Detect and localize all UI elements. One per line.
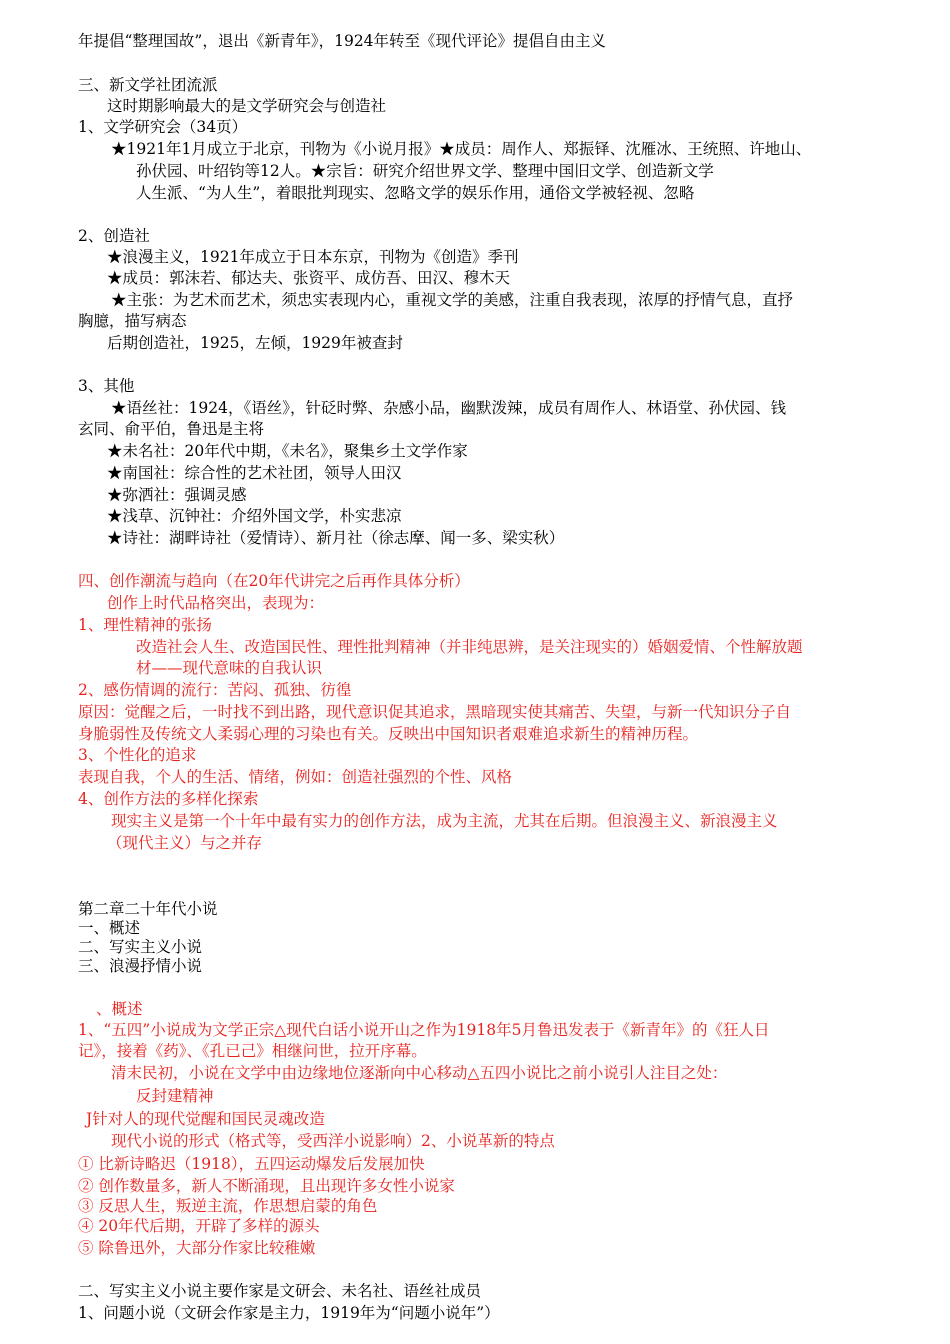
text-line-9: ★浪漫主义，1921年成立于日本东京，刊物为《创造》季刊	[107, 248, 519, 266]
subsection-heading-4-2: 2、感伤情调的流行：苦闷、孤独、彷徨	[78, 681, 352, 699]
text-line-26: 材——现代意味的自我认识	[136, 659, 323, 677]
outline-item-3: 三、浪漫抒情小说	[78, 957, 203, 975]
numbered-item-4: ④ 20年代后期，开辟了多样的源头	[78, 1217, 320, 1235]
section-heading-overview: 、概述	[96, 1000, 143, 1018]
text-line-5: ★1921年1月成立于北京，刊物为《小说月报》★成员：周作人、郑振铎、沈雁冰、王统照、许地山、	[111, 140, 812, 158]
subsection-heading-4-3: 3、个性化的追求	[78, 746, 197, 764]
text-line-44: J针对人的现代觉醒和国民灵魂改造	[86, 1110, 325, 1128]
text-line-3: 这时期影响最大的是文学研究会与创造社	[107, 97, 387, 115]
text-line-19: ★弥洒社：强调灵感	[107, 486, 247, 504]
section-heading-4: 四、创作潮流与趋向（在20年代讲完之后再作具体分析）	[78, 572, 470, 590]
text-line-18: ★南国社：综合性的艺术社团，领导人田汉	[107, 464, 402, 482]
text-line-34: （现代主义）与之并存	[107, 834, 263, 852]
numbered-item-1: ① 比新诗略迟（1918），五四运动爆发后发展加快	[78, 1155, 425, 1173]
chapter-heading: 第二章二十年代小说	[78, 900, 218, 918]
text-line-31: 表现自我，个人的生活、情绪，例如：创造社强烈的个性、风格	[78, 768, 513, 786]
section-heading-3: 三、新文学社团流派	[78, 76, 218, 94]
subsection-heading-1: 1、文学研究会（34页）	[78, 118, 248, 136]
text-line-52: 1、问题小说（文研会作家是主力，1919年为“问题小说年”）	[78, 1304, 500, 1322]
numbered-item-5: ⑤ 除鲁迅外，大部分作家比较稚嫩	[78, 1239, 316, 1257]
text-line-11: ★主张：为艺术而艺术，须忠实表现内心，重视文学的美感，注重自我表现，浓厚的抒情气息，直抒	[111, 291, 794, 309]
outline-item-2: 二、写实主义小说	[78, 938, 203, 956]
subsection-heading-3: 3、其他	[78, 377, 135, 395]
numbered-item-3: ③ 反思人生，叛逆主流，作思想启蒙的角色	[78, 1197, 378, 1215]
outline-item-1: 一、概述	[78, 919, 141, 937]
text-line-28: 原因：觉醒之后，一时找不到出路，现代意识促其追求，黑暗现实使其痛苦、失望，与新一代知识分子自	[78, 703, 792, 721]
text-line-6: 孙伏园、叶绍钧等12人。★宗旨：研究介绍世界文学、整理中国旧文学、创造新文学	[136, 162, 714, 180]
text-line-10: ★成员：郭沫若、郁达夫、张资平、成仿吾、田汉、穆木天	[107, 269, 511, 287]
text-line-43: 反封建精神	[136, 1087, 214, 1105]
text-line-33: 现实主义是第一个十年中最有实力的创作方法，成为主流，尤其在后期。但浪漫主义、新浪漫主义	[111, 812, 778, 830]
text-line-20: ★浅草、沉钟社：介绍外国文学，朴实悲凉	[107, 507, 402, 525]
text-line-13: 后期创造社，1925，左倾，1929年被查封	[107, 334, 403, 352]
subsection-heading-4-1: 1、理性精神的张扬	[78, 616, 212, 634]
text-line-16: 玄同、俞平伯，鲁迅是主将	[78, 420, 265, 438]
subsection-heading-2: 2、创造社	[78, 227, 150, 245]
subsection-heading-4-4: 4、创作方法的多样化探索	[78, 790, 259, 808]
text-line-41: 记》，接着《药》、《孔已己》相继问世，拉开序幕。	[78, 1042, 427, 1060]
text-line-42: 清末民初，小说在文学中由边缘地位逐渐向中心移动△五四小说比之前小说引人注目之处：	[111, 1064, 728, 1082]
text-line-21: ★诗社：湖畔诗社（爱情诗）、新月社（徐志摩、闻一多、梁实秋）	[107, 529, 565, 547]
text-line-45: 现代小说的形式（格式等，受西洋小说影响）2、小说革新的特点	[111, 1132, 555, 1150]
section-heading-realism: 二、写实主义小说主要作家是文研会、未名社、语丝社成员	[78, 1282, 482, 1300]
text-line-25: 改造社会人生、改造国民性、理性批判精神（并非纯思辨，是关注现实的）婚姻爱情、个性解放题	[136, 638, 803, 656]
text-line-7: 人生派、“为人生”，着眼批判现实、忽略文学的娱乐作用，通俗文学被轻视、忽略	[136, 184, 695, 202]
text-line-1: 年提倡“整理国故”，退出《新青年》，1924年转至《现代评论》提倡自由主义	[78, 32, 607, 50]
text-line-29: 身脆弱性及传统文人柔弱心理的习染也有关。反映出中国知识者艰难追求新生的精神历程。	[78, 725, 699, 743]
text-line-15: ★语丝社：1924，《语丝》，针砭时弊、杂感小品，幽默泼辣，成员有周作人、林语堂、孙伏园、钱	[111, 399, 786, 417]
text-line-12: 胸臆，描写病态	[78, 312, 187, 330]
numbered-item-2: ② 创作数量多，新人不断涌现，且出现许多女性小说家	[78, 1177, 455, 1195]
text-line-40: 1、“五四”小说成为文学正宗△现代白话小说开山之作为1918年5月鲁迅发表于《新青年》的《狂人日	[78, 1021, 770, 1039]
text-line-23: 创作上时代品格突出，表现为：	[107, 594, 325, 612]
text-line-17: ★未名社：20年代中期，《未名》，聚集乡土文学作家	[107, 442, 468, 460]
